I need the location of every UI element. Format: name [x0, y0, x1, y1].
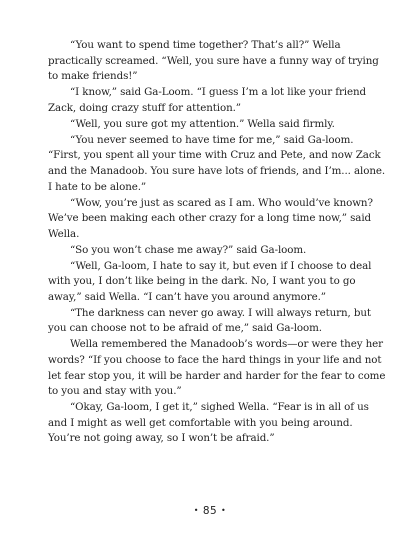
paragraph: “You never seemed to have time for me,” said Ga-loom. “First, you spent all your time with Cruz and Pete, and now Zack and the Manadoob. You sure have lots of friends, and I’m... alone. I hate to be alone.” — [48, 133, 386, 193]
paragraph: Wella remembered the Manadoob’s words—or were they her words? “If you choose to face the hard things in your life and not let fear stop you, it will be harder and harder for the fear to come to you and stay with you.” — [48, 338, 386, 398]
paragraph: “The darkness can never go away. I will always return, but you can choose not to be afraid of me,” said Ga-loom. — [48, 306, 371, 335]
paragraph: “Well, Ga-loom, I hate to say it, but even if I choose to deal with you, I don’t like being in the dark. No, I want you to go away,” said Wella. “I can’t have you around anymore.” — [48, 259, 372, 303]
bullet-right: • — [221, 506, 227, 515]
paragraph: “I know,” said Ga-Loom. “I guess I’m a lot like your friend Zack, doing crazy stuff for attention.” — [48, 86, 366, 114]
paragraph: “Okay, Ga-loom, I get it,” sighed Wella. “Fear is in all of us and I might as well get comfortable with you being around. You’re not going away, so I won’t be afraid.” — [48, 401, 369, 445]
paragraph: “Wow, you’re just as scared as I am. Who would’ve known? We’ve been making each other crazy for a long time now,” said Wella. — [48, 196, 373, 240]
bullet-left: • — [193, 506, 199, 515]
page-number: 85 — [202, 505, 218, 517]
page-number-footer — [0, 505, 420, 517]
paragraph: “Well, you sure got my attention.” Wella said firmly. — [70, 117, 335, 130]
paragraph: “You want to spend time together? That’s all?” Wella practically screamed. “Well, you sure have a funny way of trying to make friends!” — [48, 39, 379, 83]
story-text — [48, 38, 388, 447]
paragraph: “So you won’t chase me away?” said Ga-loom. — [70, 243, 307, 256]
